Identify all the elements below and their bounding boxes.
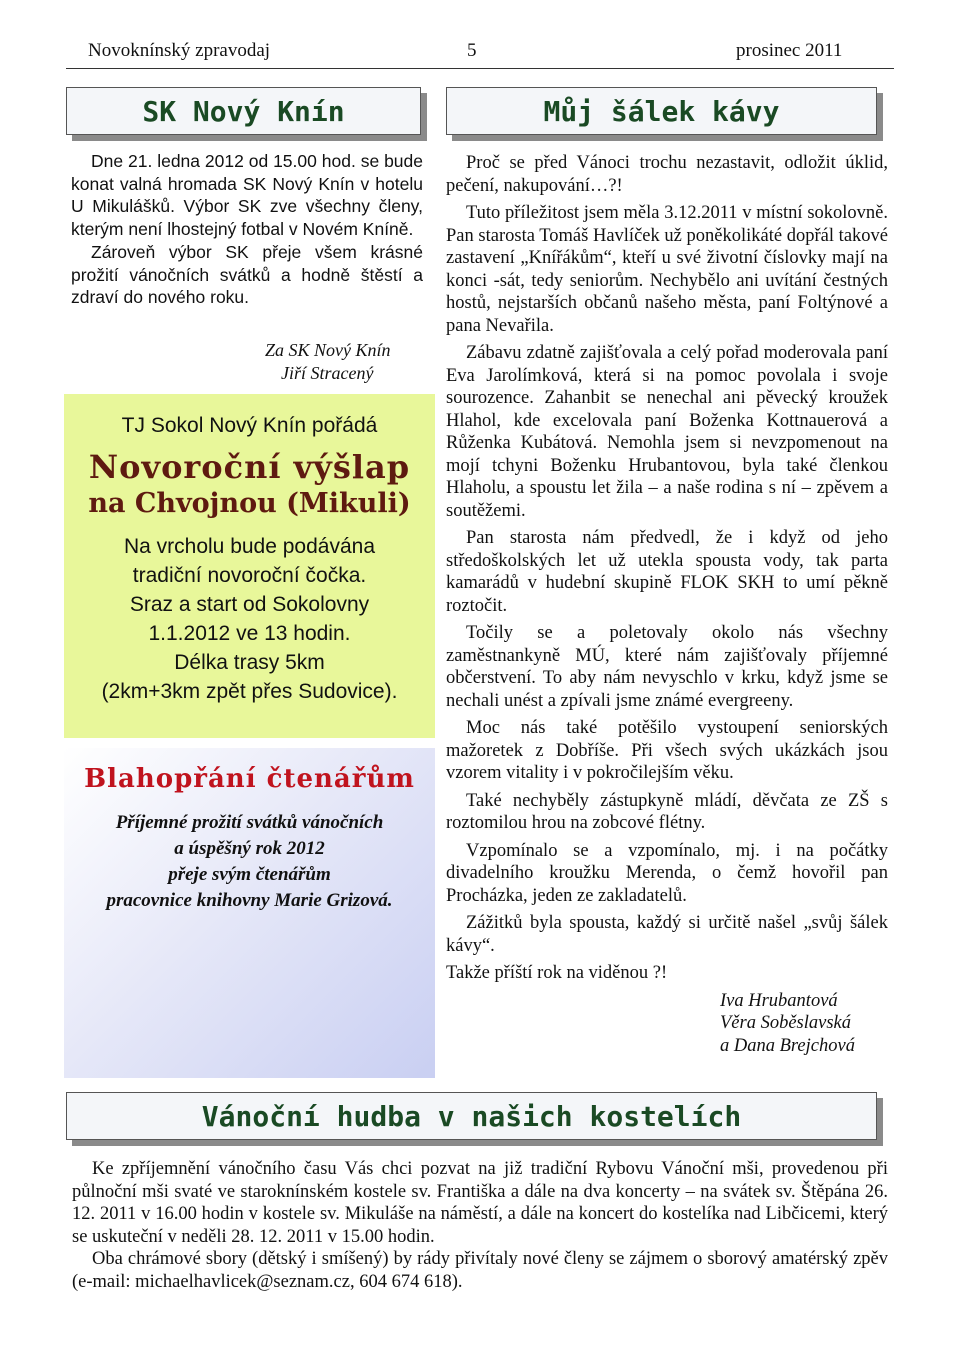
- sokol-heading-1: Novoroční výšlap: [88, 448, 411, 486]
- music-article: [72, 1158, 888, 1293]
- coffee-article: [446, 152, 888, 1057]
- music-title: Vánoční hudba v našich kostelích: [201, 1099, 742, 1133]
- greeting-text: [64, 810, 435, 914]
- sokol-body-line: Sraz a start od Sokolovny: [129, 593, 370, 616]
- greeting-title: Blahopřání čtenářům: [84, 764, 415, 794]
- coffee-sign-line: a Dana Brejchová: [720, 1035, 855, 1056]
- greeting-line: Příjemné prožití svátků vánočních: [115, 812, 384, 833]
- sokol-body-line: (2km+3km zpět přes Sudovice).: [101, 680, 398, 703]
- sokol-body-line: Délka trasy 5km: [174, 651, 325, 674]
- greeting-line: a úspěšný rok 2012: [174, 838, 325, 859]
- sk-paragraph: Zároveň výbor SK přeje všem krásné prožití vánočních svátků a hodně štěstí a zdraví do nového roku.: [71, 241, 423, 308]
- header-rule: [66, 68, 894, 69]
- header-publication: Novoknínský zpravodaj: [88, 40, 271, 61]
- sk-sign-line2: Jiří Stracený: [281, 363, 374, 383]
- sokol-heading-2: na Chvojnou (Mikuli): [88, 488, 411, 519]
- header-page-number: 5: [467, 40, 477, 61]
- sk-title: SK Nový Knín: [142, 94, 345, 128]
- coffee-signatures: [720, 990, 888, 1058]
- coffee-paragraph: Proč se před Vánoci trochu nezastavit, odložit úklid, pečení, nakupování…?!: [446, 153, 888, 196]
- coffee-closing: Takže příští rok na viděnou ?!: [446, 963, 668, 983]
- music-paragraph: Oba chrámové sbory (dětský i smíšený) by rády přivítaly nové členy se zájmem o sborový amatérský zpěv (e-mail: michaelhavlicek@seznam.cz, 604 674 618).: [72, 1249, 888, 1292]
- coffee-paragraph: Točily se a poletovaly okolo nás všechny zaměstnankyně MÚ, které nám zajišťovaly příjemné občerstvení. To aby nám nevyschlo v krku, když jsme se nechali unést a zpívali jsme známé evergreeny.: [446, 623, 888, 711]
- sk-article: [71, 150, 423, 309]
- greeting-box: [64, 748, 435, 1078]
- coffee-paragraph: Pan starosta nám předvedl, že i když od jeho středoškolských let už utekla spousta vody, tak parta kamarádů v hudební skupině FLOK SKH to umí pěkně roztočit.: [446, 528, 888, 616]
- sokol-box: [64, 394, 435, 738]
- coffee-sign-line: Věra Soběslavská: [720, 1013, 852, 1033]
- sokol-body: [64, 532, 435, 706]
- coffee-title-box: [446, 87, 877, 135]
- sk-sign-line1: Za SK Nový Knín: [265, 340, 391, 360]
- header-date: prosinec 2011: [736, 40, 843, 61]
- coffee-paragraph: Moc nás také potěšilo vystoupení seniorských mažoretek z Dobříše. Při všech svých ukázkách jsou vzorem vitality i v pokročilejším věku.: [446, 718, 888, 783]
- coffee-paragraph: Zážitků byla spousta, každý si určitě našel „svůj šálek kávy“.: [446, 913, 888, 956]
- music-paragraph: Ke zpříjemnění vánočního času Vás chci pozvat na již tradiční Rybovu Vánoční mši, provedenou při půlnoční mši svaté ve staroknínském kostele sv. Františka a dále na dva koncerty – na svátek sv. Štěpána 26. 12. 2011 v 16.00 hodin v kostele sv. Mikuláše na náměstí, a dále na koncert do kostelíka nad Libčicemi, který se uskuteční v neděli 28. 12. 2011 v 15.00 hodin.: [72, 1159, 888, 1247]
- coffee-paragraph: Také nechyběly zástupkyně mládí, děvčata ze ZŠ s roztomilou hrou na zobcové flétny.: [446, 790, 888, 833]
- sk-paragraph: Dne 21. ledna 2012 od 15.00 hod. se bude konat valná hromada SK Nový Knín v hotelu U Mikulášků. Výbor SK zve všechny členy, kterým není lhostejný fotbal v Novém Kníně.: [71, 151, 423, 240]
- coffee-paragraph: Tuto příležitost jsem měla 3.12.2011 v místní sokolovně. Pan starosta Tomáš Havlíček už poněkolikáté dopřál takové zastavení „Knířákům“, kteří u své životní číslovky mají na konci -sát, tedy seniorům. Nechybělo ani uvítání čestných hostů, nejstarších občanů našeho města, paní Foltýnové a pana Nevařila.: [446, 203, 888, 336]
- coffee-paragraph: Vzpomínalo se a vzpomínalo, mj. i na počátky divadelního kroužku Merenda, o čemž hovořil pan Procházka, jeden ze zakladatelů.: [446, 840, 888, 906]
- sokol-body-line: 1.1.2012 ve 13 hodin.: [148, 622, 351, 645]
- coffee-sign-line: Iva Hrubantová: [720, 990, 838, 1011]
- greeting-line: přeje svým čtenářům: [168, 864, 331, 885]
- coffee-paragraph: Zábavu zdatně zajišťovala a celý pořad moderovala paní Eva Jarolímková, která si na pomoc povolala i svoje sourozence. Zahanbit se nenechal ani pěvecký kroužek Hlahol, kde excelovala paní Boženka Kottnauerová a Růženka Kubátová. Nemohla jsem si nevzpomenout na mojí tchyni Boženku Hrubantovou, byla také členkou Hlaholu, a spoustu let žila – a naše rodina s ní – zpěvem a soutěžemi.: [446, 343, 888, 521]
- greeting-line: pracovnice knihovny Marie Grizová.: [106, 890, 393, 911]
- music-title-box: [66, 1092, 877, 1140]
- coffee-title: Můj šálek kávy: [543, 94, 780, 128]
- sk-title-box: [66, 87, 421, 135]
- sokol-body-line: tradiční novoroční čočka.: [132, 564, 367, 587]
- sokol-intro: TJ Sokol Nový Knín pořádá: [121, 414, 378, 437]
- sokol-body-line: Na vrcholu bude podávána: [123, 535, 375, 558]
